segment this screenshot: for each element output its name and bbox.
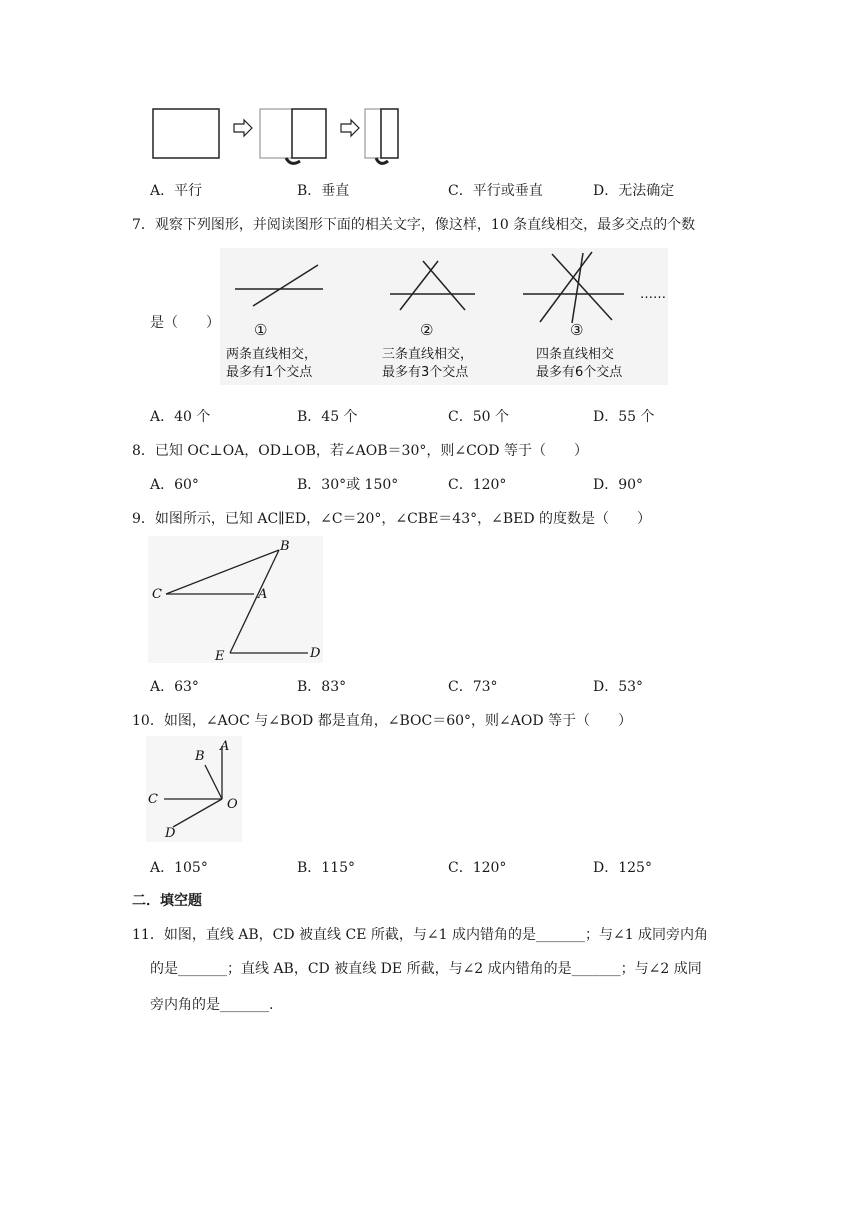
q7-option-a[interactable]: A．40 个	[150, 409, 211, 425]
q6-arrow-1	[234, 120, 252, 136]
q6-option-b[interactable]: B．垂直	[297, 183, 350, 199]
q7-fig2-line2: 最多有3个交点	[382, 365, 469, 380]
q6-fold-curve-2	[376, 158, 388, 163]
q6-option-c[interactable]: C．平行或垂直	[448, 183, 543, 199]
q7-fig3-num: ③	[570, 321, 584, 339]
q10-figure	[146, 736, 246, 844]
q9-stem: 9．如图所示，已知 AC∥ED，∠C＝20°，∠CBE＝43°，∠BED 的度数是（ ）	[132, 511, 652, 527]
q8-option-a[interactable]: A．60°	[150, 477, 199, 493]
q10-option-d[interactable]: D．125°	[593, 860, 652, 876]
q10-label-c: C	[148, 792, 158, 807]
q7-option-b[interactable]: B．45 个	[297, 409, 358, 425]
q7-fig2-num: ②	[420, 321, 434, 339]
q7-stem: 7．观察下列图形，并阅读图形下面的相关文字，像这样，10 条直线相交，最多交点的个数	[132, 217, 696, 233]
q11-line-3: 旁内角的是_______.	[150, 997, 274, 1013]
q8-option-b[interactable]: B．30°或 150°	[297, 477, 399, 493]
q10-label-o: O	[227, 797, 238, 812]
q6-folded-once-front	[292, 109, 326, 158]
q7-lines-figure	[220, 248, 670, 386]
q9-label-d: D	[310, 646, 321, 661]
q7-stem-cont: 是（ ）	[150, 315, 220, 331]
q6-arrow-2	[341, 120, 359, 136]
q10-option-c[interactable]: C．120°	[448, 860, 507, 876]
q8-stem: 8．已知 OC⊥OA，OD⊥OB，若∠AOB＝30°，则∠COD 等于（ ）	[132, 443, 588, 459]
q11-line-1: 11．如图，直线 AB，CD 被直线 CE 所截，与∠1 成内错角的是_______；与∠1 成同旁内角	[132, 927, 709, 943]
q6-folded-twice-back	[365, 109, 381, 158]
section-title: 二．填空题	[132, 893, 202, 909]
q9-label-e: E	[215, 649, 225, 664]
q7-fig3-line1: 四条直线相交	[536, 347, 615, 362]
q10-label-a: A	[220, 739, 230, 754]
q7-option-d[interactable]: D．55 个	[593, 409, 655, 425]
q9-option-a[interactable]: A．63°	[150, 679, 199, 695]
q7-fig1-line1: 两条直线相交，	[226, 347, 318, 362]
q7-fig1-num: ①	[254, 321, 268, 339]
q9-option-d[interactable]: D．53°	[593, 679, 644, 695]
q7-fig2-line1: 三条直线相交，	[382, 347, 474, 362]
q11-line-2: 的是_______；直线 AB，CD 被直线 DE 所截，与∠2 成内错角的是_______；与∠2 成同	[150, 961, 702, 977]
q6-folding-figure	[150, 104, 410, 170]
q9-label-a: A	[258, 587, 268, 602]
q9-option-b[interactable]: B．83°	[297, 679, 347, 695]
q6-folded-once-back	[260, 109, 292, 158]
q6-fold-curve-1	[286, 158, 300, 163]
q7-fig1-line2: 最多有1个交点	[226, 365, 313, 380]
q10-option-b[interactable]: B．115°	[297, 860, 356, 876]
q9-option-c[interactable]: C．73°	[448, 679, 498, 695]
q10-stem: 10．如图，∠AOC 与∠BOD 都是直角，∠BOC＝60°，则∠AOD 等于（ ）	[132, 713, 632, 729]
q10-label-d: D	[165, 826, 176, 841]
q6-option-a[interactable]: A．平行	[150, 183, 203, 199]
q7-option-c[interactable]: C．50 个	[448, 409, 509, 425]
q9-label-c: C	[152, 587, 162, 602]
q8-option-d[interactable]: D．90°	[593, 477, 644, 493]
q10-label-b: B	[195, 749, 205, 764]
q9-label-b: B	[280, 539, 290, 554]
q7-fig3-line2: 最多有6个交点	[536, 365, 623, 380]
q6-folded-twice-front	[381, 109, 398, 158]
q6-paper-rect	[153, 109, 219, 158]
q10-option-a[interactable]: A．105°	[150, 860, 208, 876]
q8-option-c[interactable]: C．120°	[448, 477, 507, 493]
q9-figure	[148, 536, 328, 666]
q6-option-d[interactable]: D．无法确定	[593, 183, 675, 199]
q7-ellipsis: ……	[640, 287, 666, 302]
